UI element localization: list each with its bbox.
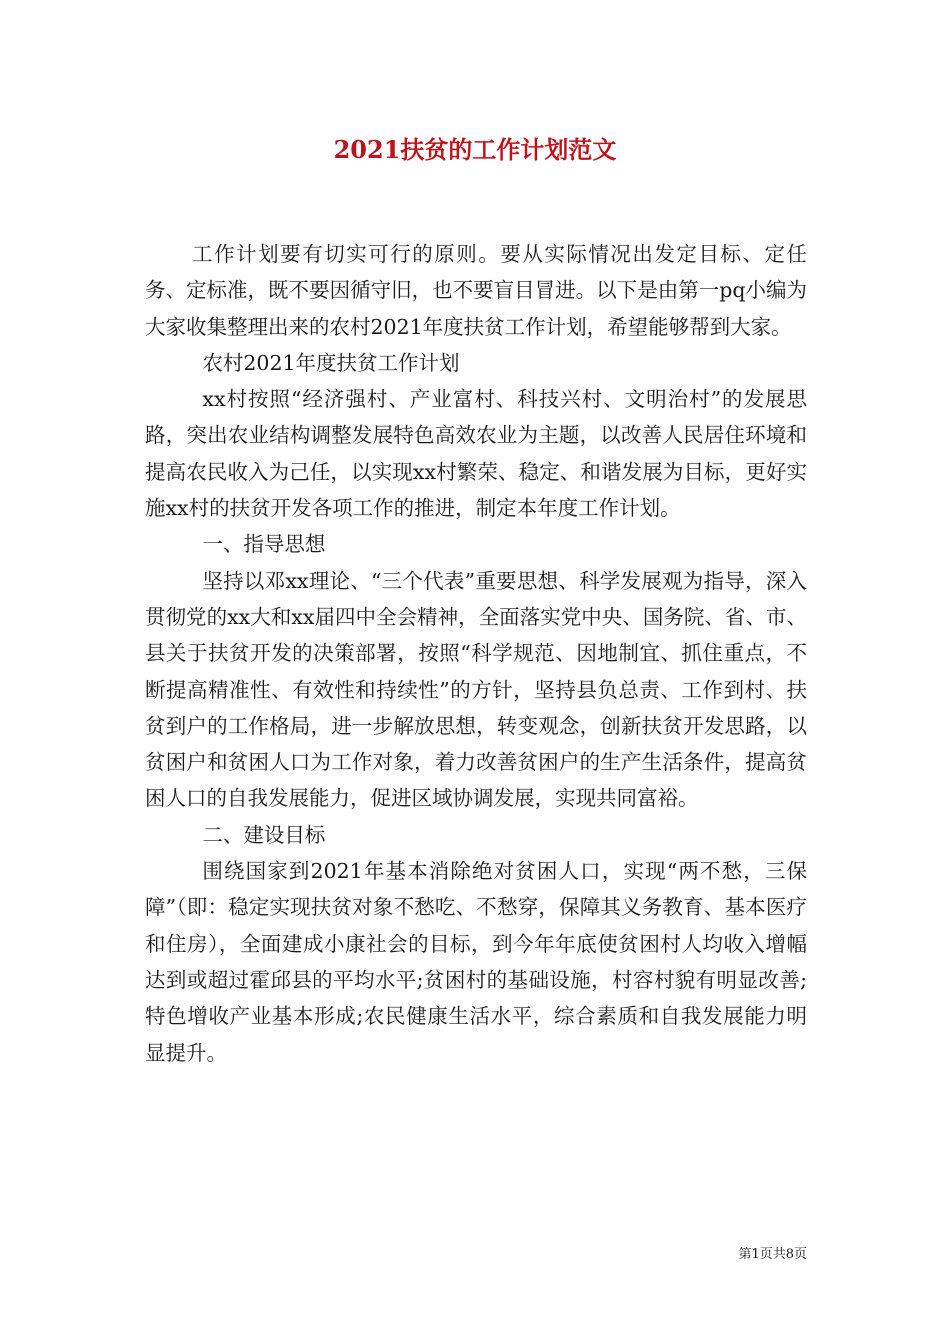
section-heading-guiding-ideology: 一、指导思想 [202,532,326,557]
overview-paragraph: xx村按照“经济强村、产业富村、科技兴村、文明治村”的发展思路，突出农业结构调整发展特色高效农业为主题，以改善人民居住环境和提高农民收入为己任，以实现xx村繁荣、稳定、和谐发展为目标，更好实施xx村的扶贫开发各项工作的推进，制定本年度工作计划。 [145,387,807,521]
page-title: 2021扶贫的工作计划范文 [333,135,617,164]
construction-goals-paragraph: 围绕国家到2021年基本消除绝对贫困人口，实现“两不愁，三保障”（即：稳定实现扶贫对象不愁吃、不愁穿，保障其义务教育、基本医疗和住房），全面建成小康社会的目标，到今年年底使贫困村人均收入增幅达到或超过霍邱县的平均水平;贫困村的基础设施，村容村貌有明显改善;特色增收产业基本形成;农民健康生活水平，综合素质和自我发展能力明显提升。 [145,859,807,1065]
intro-paragraph: 工作计划要有切实可行的原则。要从实际情况出发定目标、定任务、定标准，既不要因循守旧，也不要盲目冒进。以下是由第一pq小编为大家收集整理出来的农村2021年度扶贫工作计划，希望能够帮到大家。 [145,242,807,339]
plan-heading: 农村2021年度扶贫工作计划 [202,350,460,375]
document-body [145,236,807,1071]
guiding-ideology-paragraph: 坚持以邓xx理论、“三个代表”重要思想、科学发展观为指导，深入贯彻党的xx大和xx届四中全会精神，全面落实党中央、国务院、省、市、县关于扶贫开发的决策部署，按照“科学规范、因地制宜、抓住重点，不断提高精准性、有效性和持续性”的方针，坚持县负总责、工作到村、扶贫到户的工作格局，进一步解放思想，转变观念，创新扶贫开发思路，以贫困户和贫困人口为工作对象，着力改善贫困户的生产生活条件，提高贫困人口的自我发展能力，促进区域协调发展，实现共同富裕。 [145,568,807,811]
section-heading-construction-goals: 二、建设目标 [202,822,326,847]
page-number: 第1页共8页 [738,1247,807,1262]
